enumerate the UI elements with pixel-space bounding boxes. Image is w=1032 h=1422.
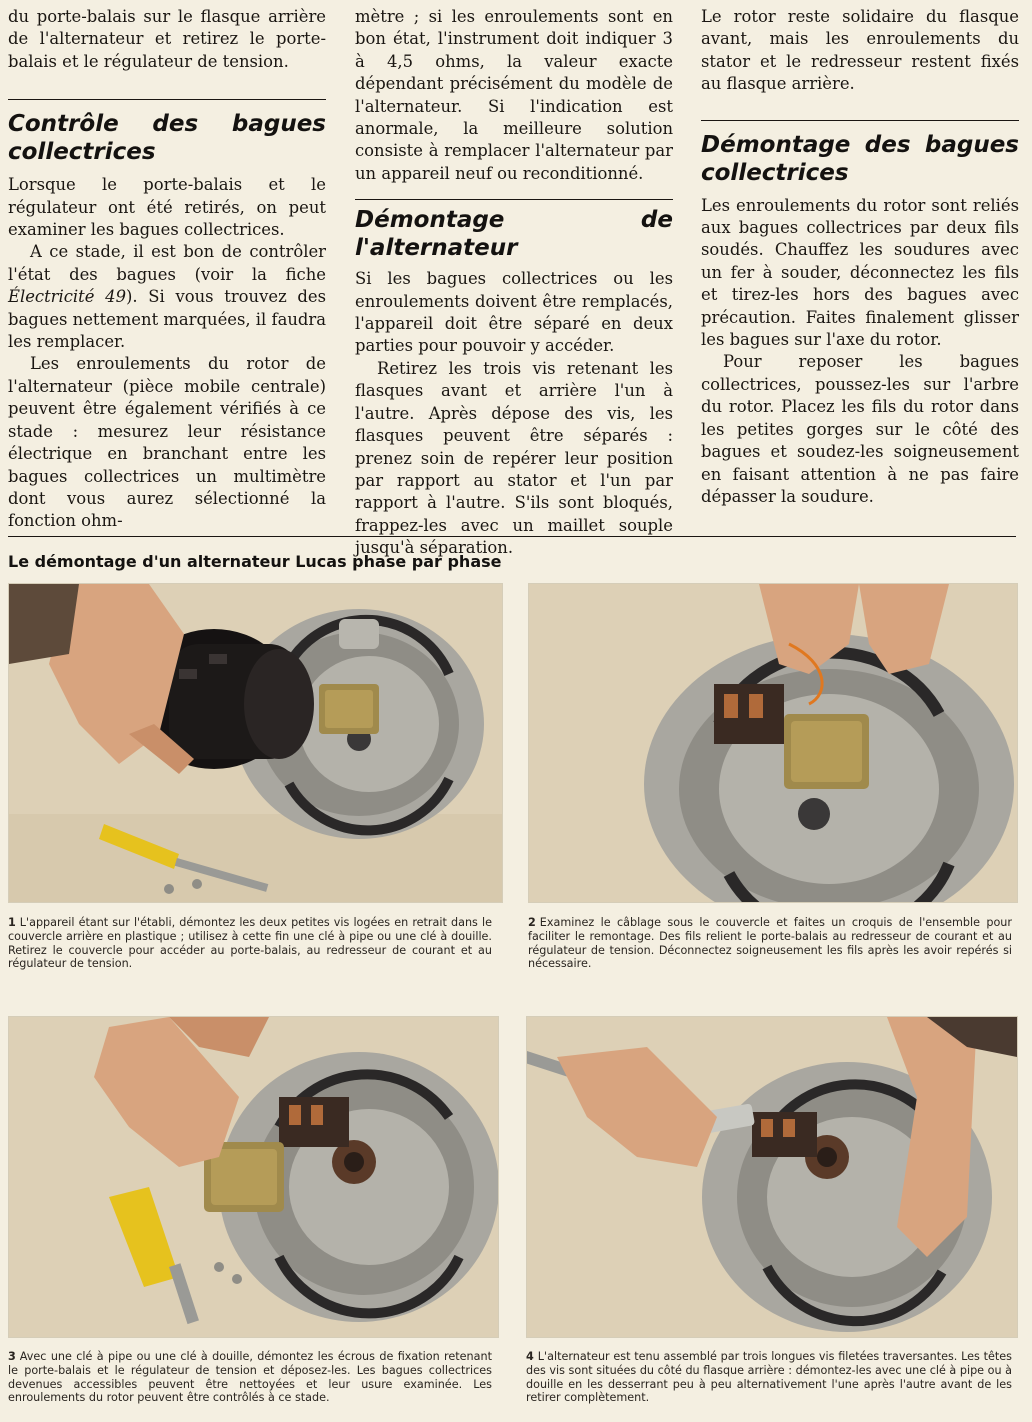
brush-holder [714, 684, 784, 744]
brush-holder [279, 1097, 349, 1147]
brush-holder [752, 1112, 817, 1157]
caption-step-1: 1 L'appareil étant sur l'établi, démontez les deux petites vis logées en retrait dans le couvercle arrière en plastique ; utilisez à cette fin une clé à pipe ou une clé à douille. Retirez le couvercle pour accéder au porte-balais, au redresseur de courant et au régulateur de tension. [8, 916, 492, 971]
photo-step-2 [528, 583, 1018, 903]
section-rule [8, 99, 326, 100]
col1-paragraph-3: Les enroulements du rotor de l'alternateur (pièce mobile centrale) peuvent être également vérifiés à ce stade : mesurez leur résistance électrique en branchant entre les bagues collectrices un multimètre dont vous aurez sélectionné la fonction ohm- [8, 354, 326, 531]
heading-demontage-alternateur: Démontage de l'alternateur [355, 207, 673, 262]
column-3 [701, 6, 1019, 508]
col1-paragraph-1: Lorsque le porte-balais et le régulateur ont été retirés, on peut examiner les bagues collectrices. [8, 175, 326, 240]
column-2 [355, 6, 673, 560]
photo-step-3 [8, 1016, 499, 1338]
heading-controle-bagues: Contrôle des bagues collectrices [8, 111, 326, 166]
col2-paragraph-2: Retirez les trois vis retenant les flasques avant et arrière l'un à l'autre. Après dépose des vis, les flasques peuvent être séparés : prenez soin de repérer leur position par rapport au stator et l'un par rapport à l'autre. S'ils sont bloqués, frappez-les avec un maillet souple jusqu'à séparation. [355, 358, 673, 558]
col3-paragraph-2: Pour reposer les bagues collectrices, poussez-les sur l'arbre du rotor. Placez les fils du rotor dans les petites gorges sur le côté des bagues et soudez-les soigneusement en faisant attention à ne pas faire dépasser la soudure. [701, 352, 1019, 506]
caption-step-4: 4 L'alternateur est tenu assemblé par trois longues vis filetées traversantes. Les têtes des vis sont situées du côté du flasque arrière : démontez-les avec une clé à pipe ou à douille en les desserrant peu à peu alternativement l'une après l'autre avant de les retirer complètement. [526, 1350, 1012, 1405]
col3-intro: Le rotor reste solidaire du flasque avant, mais les enroulements du stator et le redresseur restent fixés au flasque arrière. [701, 7, 1019, 94]
col3-paragraph-1: Les enroulements du rotor sont reliés aux bagues collectrices par deux fils soudés. Chauffez les soudures avec un fer à souder, déconnectez les fils et tirez-les hors des bagues avec précaution. Faites finalement glisser les bagues sur l'axe du rotor. [701, 195, 1019, 350]
photo-step-4 [526, 1016, 1018, 1338]
section-rule [355, 199, 673, 200]
col1-intro: du porte-balais sur le flasque arrière de l'alternateur et retirez le porte-balais et le régulateur de tension. [8, 7, 326, 71]
reference-fiche: Électricité 49 [8, 287, 127, 307]
col2-intro: mètre ; si les enroulements sont en bon état, l'instrument doit indiquer 3 à 4,5 ohms, la valeur exacte dépendant précisément du modèle de l'alternateur. Si l'indication est anormale, la meilleure solution consiste à remplacer l'alternateur par un appareil neuf ou reconditionné. [355, 7, 673, 183]
col2-paragraph-1: Si les bagues collectrices ou les enroulements doivent être remplacés, l'appareil doit être séparé en deux parties pour pouvoir y accéder. [355, 269, 673, 356]
caption-step-2: 2 Examinez le câblage sous le couvercle et faites un croquis de l'ensemble pour faciliter le remontage. Des fils relient le porte-balais au redresseur de courant et au régulateur de tension. Déconnectez soigneusement les fils après les avoir repérés si nécessaire. [528, 916, 1012, 971]
small-screw [214, 1262, 224, 1272]
small-screw [192, 879, 202, 889]
column-1 [8, 6, 326, 533]
regulator-box [319, 684, 379, 734]
small-screw [232, 1274, 242, 1284]
col1-paragraph-2: A ce stade, il est bon de contrôler l'état des bagues (voir la fiche Électricité 49). Si vous trouvez des bagues nettement marquées, il faudra les remplacer. [8, 242, 326, 352]
section-divider [8, 536, 1016, 537]
photo-step-1 [8, 583, 503, 903]
small-screw [164, 884, 174, 894]
section-rule [701, 120, 1019, 121]
regulator-box [784, 714, 869, 789]
caption-step-3: 3 Avec une clé à pipe ou une clé à douille, démontez les écrous de fixation retenant le porte-balais et le régulateur de tension et déposez-les. Les bagues collectrices devenues accessibles peuvent être nettoyées et leur usure examinée. Les enroulements du rotor peuvent être contrôlés à ce stade. [8, 1350, 492, 1405]
phase-section-title: Le démontage d'un alternateur Lucas phase par phase [8, 552, 502, 571]
heading-demontage-bagues: Démontage des bagues collectrices [701, 131, 1019, 186]
